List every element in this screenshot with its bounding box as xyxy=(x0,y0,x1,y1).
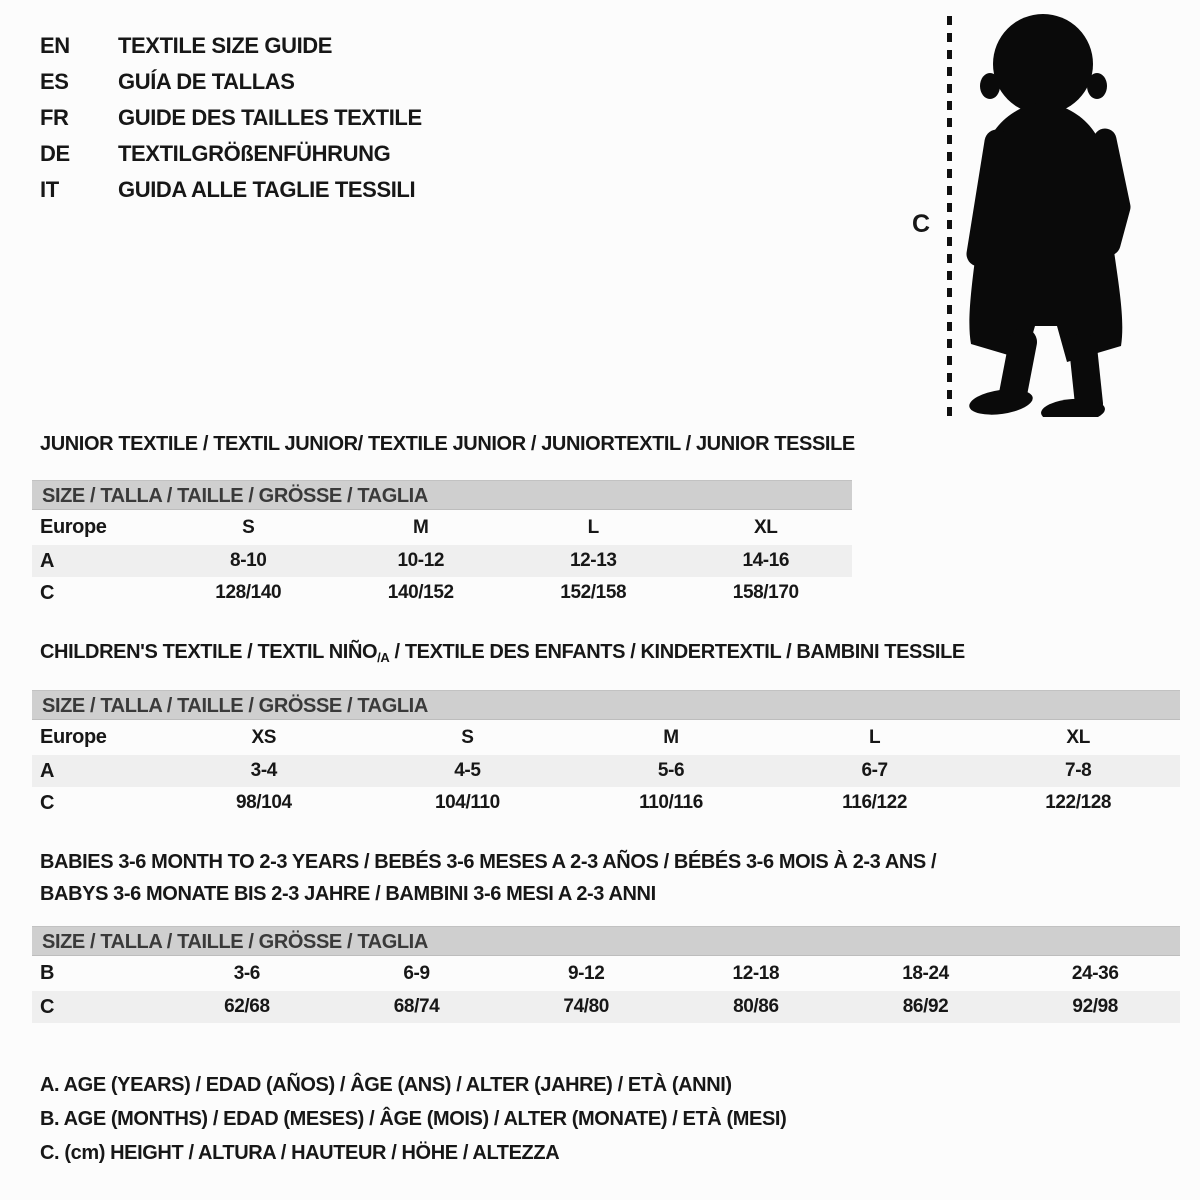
lang-title: GUIDA ALLE TAGLIE TESSILI xyxy=(118,177,416,202)
row-label-c: C xyxy=(40,581,55,604)
babies-section-heading-line1: BABIES 3-6 MONTH TO 2-3 YEARS / BEBÉS 3-6 MESES A 2-3 AÑOS / BÉBÉS 3-6 MOIS À 2-3 ANS / xyxy=(40,851,937,873)
height-cell: 122/128 xyxy=(1045,792,1112,813)
junior-age-row xyxy=(32,545,852,577)
height-cell: 92/98 xyxy=(1072,996,1118,1017)
height-cell: 140/152 xyxy=(387,582,454,603)
age-cell: 3-4 xyxy=(250,760,277,781)
height-cell: 152/158 xyxy=(560,582,627,603)
age-cell: 6-9 xyxy=(403,962,430,984)
age-cell: 3-6 xyxy=(233,962,260,984)
children-size-header-bar: SIZE / TALLA / TAILLE / GRÖSSE / TAGLIA xyxy=(32,690,1180,720)
babies-section-heading-line2: BABYS 3-6 MONATE BIS 2-3 JAHRE / BAMBINI 3-6 MESI A 2-3 ANNI xyxy=(40,883,656,905)
children-section-heading xyxy=(40,641,965,665)
row-label-c: C xyxy=(40,995,55,1018)
height-measure-dashed-line xyxy=(947,16,952,416)
lang-row-it xyxy=(40,172,422,208)
junior-size-header-bar: SIZE / TALLA / TAILLE / GRÖSSE / TAGLIA xyxy=(32,480,852,510)
lang-title: GUIDE DES TAILLES TEXTILE xyxy=(118,105,422,130)
row-label-c: C xyxy=(40,791,55,814)
lang-row-en xyxy=(40,28,422,64)
children-height-row xyxy=(32,787,1180,819)
height-cell: 98/104 xyxy=(235,792,292,813)
size-cell: L xyxy=(868,726,881,748)
row-label-europe: Europe xyxy=(40,516,107,538)
age-cell: 18-24 xyxy=(902,962,949,984)
height-cell: 110/116 xyxy=(639,792,703,813)
toddler-silhouette-image xyxy=(963,12,1138,417)
children-heading-prefix: CHILDREN'S TEXTILE / TEXTIL NIÑO xyxy=(40,641,378,663)
age-cell: 12-18 xyxy=(732,962,780,984)
legend-line-b: B. AGE (MONTHS) / EDAD (MESES) / ÂGE (MOIS) / ALTER (MONATE) / ETÀ (MESI) xyxy=(40,1108,787,1130)
age-cell: 4-5 xyxy=(454,760,481,781)
lang-row-es xyxy=(40,64,422,100)
lang-title: GUÍA DE TALLAS xyxy=(118,69,295,94)
size-cell: L xyxy=(587,516,599,538)
babies-height-row xyxy=(32,991,1180,1023)
age-cell: 7-8 xyxy=(1065,760,1092,781)
lang-title: TEXTILE SIZE GUIDE xyxy=(118,33,333,58)
size-cell: XS xyxy=(251,726,277,748)
language-title-list xyxy=(40,28,422,208)
lang-code: ES xyxy=(40,69,69,94)
junior-section-heading: JUNIOR TEXTILE / TEXTIL JUNIOR/ TEXTILE JUNIOR / JUNIORTEXTIL / JUNIOR TESSILE xyxy=(40,433,855,455)
children-heading-suffix: / TEXTILE DES ENFANTS / KINDERTEXTIL / BAMBINI TESSILE xyxy=(389,641,965,663)
lang-title: TEXTILGRÖßENFÜHRUNG xyxy=(118,141,391,166)
age-cell: 24-36 xyxy=(1071,962,1119,984)
lang-code: FR xyxy=(40,105,69,130)
legend-line-a: A. AGE (YEARS) / EDAD (AÑOS) / ÂGE (ANS) / ALTER (JAHRE) / ETÀ (ANNI) xyxy=(40,1074,732,1096)
row-label-a: A xyxy=(40,759,55,782)
age-cell: 6-7 xyxy=(861,760,888,781)
size-cell: S xyxy=(242,516,255,538)
height-cell: 74/80 xyxy=(563,996,609,1017)
row-label-europe: Europe xyxy=(40,726,107,748)
height-cell: 128/140 xyxy=(215,582,282,603)
age-cell: 5-6 xyxy=(657,760,685,781)
height-measure-label: C xyxy=(912,210,930,238)
row-label-b: B xyxy=(40,962,55,984)
age-cell: 9-12 xyxy=(567,962,605,984)
babies-size-header-bar: SIZE / TALLA / TAILLE / GRÖSSE / TAGLIA xyxy=(32,926,1180,956)
age-cell: 14-16 xyxy=(742,550,790,571)
junior-europe-row xyxy=(32,510,852,545)
size-cell: S xyxy=(461,726,474,748)
junior-size-table xyxy=(32,480,852,609)
lang-code: IT xyxy=(40,177,59,202)
height-cell: 116/122 xyxy=(842,792,907,813)
legend-line-c: C. (cm) HEIGHT / ALTURA / HAUTEUR / HÖHE / ALTEZZA xyxy=(40,1142,560,1164)
size-cell: XL xyxy=(754,516,778,538)
children-size-table xyxy=(32,690,1180,819)
children-europe-row xyxy=(32,720,1180,755)
lang-code: DE xyxy=(40,141,70,166)
lang-row-fr xyxy=(40,100,422,136)
age-cell: 10-12 xyxy=(397,550,445,571)
size-cell: XL xyxy=(1066,726,1090,748)
children-heading-subscript: /A xyxy=(377,650,390,665)
junior-height-row xyxy=(32,577,852,609)
height-cell: 104/110 xyxy=(434,792,500,813)
height-cell: 86/92 xyxy=(902,996,949,1017)
height-cell: 158/170 xyxy=(732,582,799,603)
babies-age-row xyxy=(32,956,1180,991)
size-cell: M xyxy=(663,726,679,748)
size-cell: M xyxy=(413,516,429,538)
lang-code: EN xyxy=(40,33,70,58)
row-label-a: A xyxy=(40,549,55,572)
height-cell: 80/86 xyxy=(733,996,779,1017)
age-cell: 8-10 xyxy=(230,550,267,571)
age-cell: 12-13 xyxy=(569,550,617,571)
height-cell: 62/68 xyxy=(224,996,270,1017)
height-cell: 68/74 xyxy=(393,996,440,1017)
children-age-row xyxy=(32,755,1180,787)
babies-size-table xyxy=(32,926,1180,1023)
lang-row-de xyxy=(40,136,422,172)
legend xyxy=(40,1068,786,1170)
